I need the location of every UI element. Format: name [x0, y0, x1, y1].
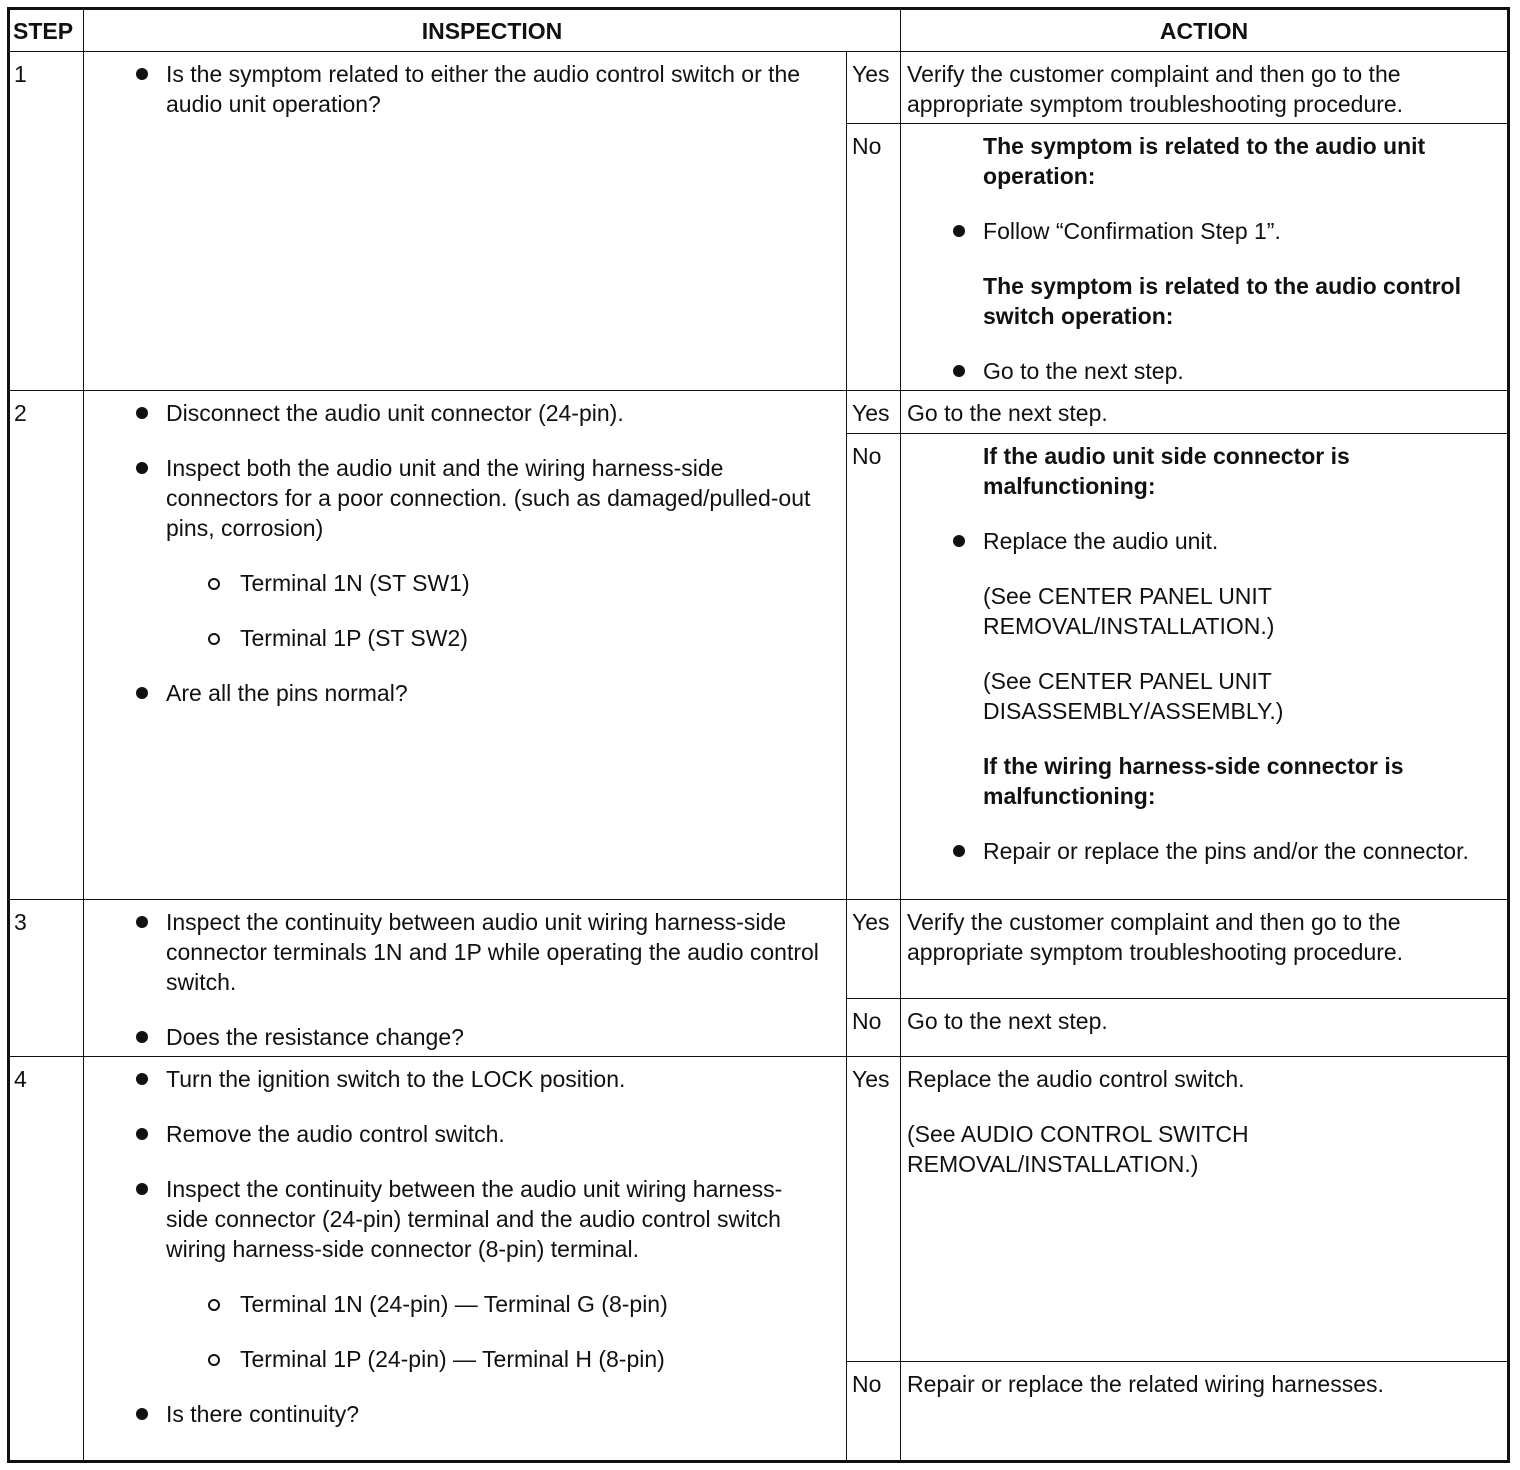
troubleshooting-table — [7, 7, 1510, 1463]
inspection-bullet: Does the resistance change? — [84, 1022, 822, 1052]
yes-action: Go to the next step. — [901, 391, 1509, 434]
action-condition: If the audio unit side connector is malfunctioning: — [983, 443, 1350, 499]
inspection-bullet: Is there continuity? — [84, 1399, 822, 1429]
no-action: Repair or replace the related wiring harnesses. — [901, 1362, 1509, 1462]
inspection-bullet: Disconnect the audio unit connector (24-pin). — [84, 398, 822, 428]
action-header: ACTION — [901, 9, 1509, 52]
header-row — [9, 9, 1509, 52]
yes-label: Yes — [847, 391, 901, 434]
no-label: No — [847, 124, 901, 391]
step-2-yes-row — [9, 391, 1509, 434]
step-number: 4 — [9, 1057, 84, 1462]
step-4-inspection — [84, 1057, 847, 1462]
step-2-inspection — [84, 391, 847, 900]
inspection-bullet: Remove the audio control switch. — [84, 1119, 822, 1149]
inspection-bullet: Inspect the continuity between the audio unit wiring harness-side connector (24-pin) terminal and the audio control switch wiring harness-side connector (8-pin) terminal. — [84, 1174, 822, 1264]
yes-action — [901, 1057, 1509, 1362]
inspection-bullet: Is the symptom related to either the audio control switch or the audio unit operation? — [84, 59, 822, 119]
action-condition: The symptom is related to the audio unit operation: — [983, 133, 1426, 189]
yes-label: Yes — [847, 1057, 901, 1362]
action-bullet: Follow “Confirmation Step 1”. — [907, 216, 1485, 246]
inspection-bullet: Turn the ignition switch to the LOCK position. — [84, 1064, 822, 1094]
inspection-sub-bullet: Terminal 1P (ST SW2) — [84, 623, 822, 653]
step-3-yes-row — [9, 900, 1509, 999]
inspection-sub-bullet: Terminal 1N (ST SW1) — [84, 568, 822, 598]
step-1-yes-row — [9, 52, 1509, 124]
step-1-inspection — [84, 52, 847, 391]
no-label: No — [847, 1362, 901, 1462]
inspection-bullet: Inspect both the audio unit and the wiring harness-side connectors for a poor connection. (such as damaged/pulled-out pins, corrosion) — [84, 453, 822, 543]
step-number: 2 — [9, 391, 84, 900]
action-text: Replace the audio control switch. — [907, 1066, 1245, 1092]
step-4-yes-row — [9, 1057, 1509, 1362]
action-reference: (See AUDIO CONTROL SWITCH REMOVAL/INSTALLATION.) — [907, 1121, 1249, 1177]
inspection-bullet: Are all the pins normal? — [84, 678, 822, 708]
yes-label: Yes — [847, 900, 901, 999]
step-3-inspection — [84, 900, 847, 1057]
action-condition: If the wiring harness-side connector is malfunctioning: — [983, 753, 1404, 809]
no-label: No — [847, 434, 901, 900]
action-reference: (See CENTER PANEL UNIT REMOVAL/INSTALLATION.) — [983, 583, 1275, 639]
inspection-sub-bullet: Terminal 1P (24-pin) — Terminal H (8-pin) — [84, 1344, 822, 1374]
action-bullet: Go to the next step. — [907, 356, 1485, 386]
no-action — [901, 434, 1509, 900]
inspection-header: INSPECTION — [84, 9, 901, 52]
no-action: Go to the next step. — [901, 999, 1509, 1057]
action-bullet: Replace the audio unit. — [907, 526, 1485, 556]
no-label: No — [847, 999, 901, 1057]
action-reference: (See CENTER PANEL UNIT DISASSEMBLY/ASSEMBLY.) — [983, 668, 1284, 724]
step-header: STEP — [9, 9, 84, 52]
yes-action: Verify the customer complaint and then go to the appropriate symptom troubleshooting procedure. — [901, 52, 1509, 124]
inspection-bullet: Inspect the continuity between audio unit wiring harness-side connector terminals 1N and 1P while operating the audio control switch. — [84, 907, 822, 997]
step-number: 3 — [9, 900, 84, 1057]
action-condition: The symptom is related to the audio control switch operation: — [983, 273, 1461, 329]
yes-label: Yes — [847, 52, 901, 124]
no-action — [901, 124, 1509, 391]
action-bullet: Repair or replace the pins and/or the connector. — [907, 836, 1485, 866]
inspection-sub-bullet: Terminal 1N (24-pin) — Terminal G (8-pin) — [84, 1289, 822, 1319]
yes-action: Verify the customer complaint and then go to the appropriate symptom troubleshooting procedure. — [901, 900, 1509, 999]
step-number: 1 — [9, 52, 84, 391]
